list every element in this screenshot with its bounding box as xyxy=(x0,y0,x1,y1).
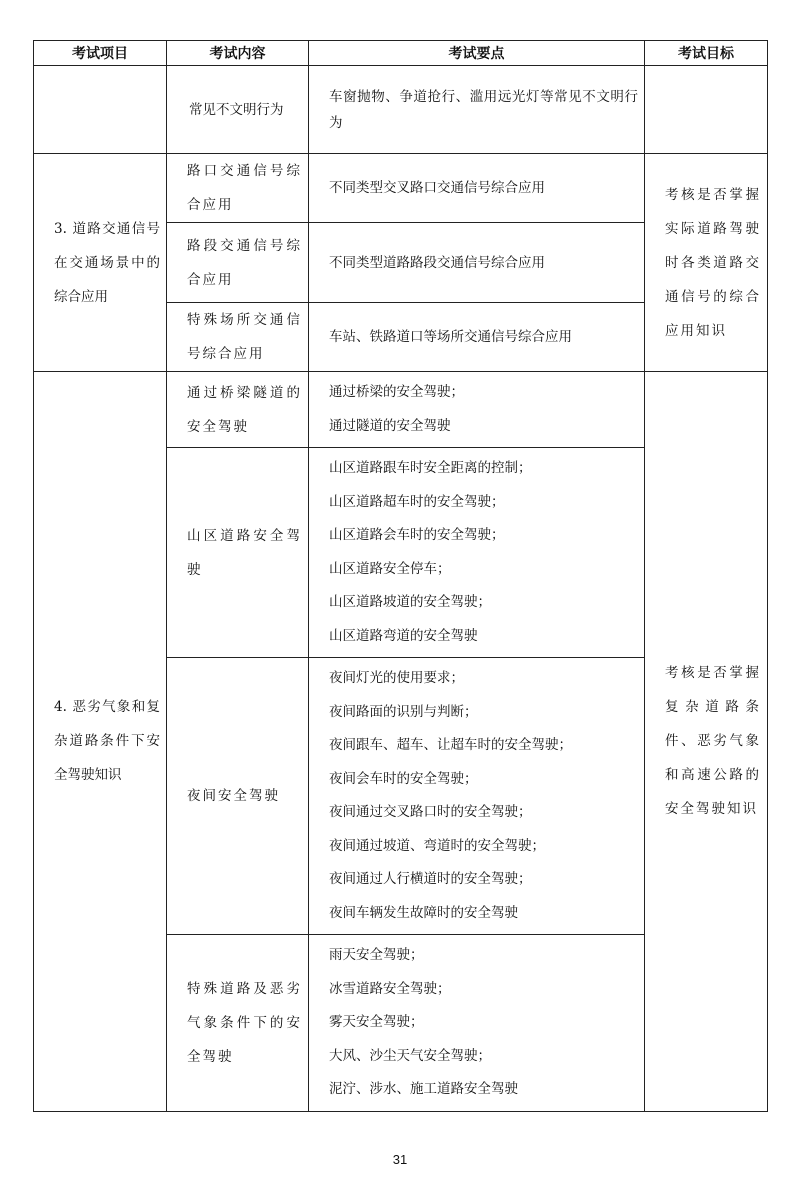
table-row xyxy=(34,154,768,223)
point-text: 夜间车辆发生故障时的安全驾驶 xyxy=(329,904,518,921)
points-list xyxy=(309,935,644,1111)
point-text: 夜间通过人行横道时的安全驾驶； xyxy=(329,871,532,887)
content-cell xyxy=(167,303,309,372)
content-text: 路口交通信号综合应用 xyxy=(187,163,302,213)
exam-table xyxy=(33,40,768,1112)
point-text: 夜间通过坡道、弯道时的安全驾驶； xyxy=(329,837,545,854)
item-text: 4. 恶劣气象和复杂道路条件下安全驾驶知识 xyxy=(54,699,160,784)
content-text: 特殊场所交通信号综合应用 xyxy=(187,312,302,362)
point-text: 夜间路面的识别与判断； xyxy=(329,703,478,720)
page-number: 31 xyxy=(392,1152,408,1167)
points-cell xyxy=(309,935,645,1112)
point-text: 泥泞、涉水、施工道路安全驾驶 xyxy=(329,1081,518,1097)
content-text: 路段交通信号综合应用 xyxy=(187,237,302,288)
point-text: 通过隧道的安全驾驶 xyxy=(329,417,451,434)
content-cell xyxy=(167,658,309,935)
points-cell xyxy=(309,372,645,448)
point-text: 山区道路跟车时安全距离的控制； xyxy=(329,460,532,476)
point-text: 不同类型交叉路口交通信号综合应用 xyxy=(329,180,545,196)
content-cell xyxy=(167,66,309,154)
table-row xyxy=(34,66,768,154)
content-cell xyxy=(167,372,309,448)
point-text: 雾天安全驾驶； xyxy=(329,1014,424,1030)
header-points: 考试要点 xyxy=(309,41,645,66)
table-row xyxy=(34,372,768,448)
point-text: 山区道路会车时的安全驾驶； xyxy=(329,527,505,543)
item-text: 3. 道路交通信号在交通场景中的综合应用 xyxy=(54,220,160,305)
point-text: 冰雪道路安全驾驶； xyxy=(329,980,451,997)
content-cell xyxy=(167,448,309,658)
point-text: 山区道路坡道的安全驾驶； xyxy=(329,594,491,610)
content-cell xyxy=(167,935,309,1112)
points-cell xyxy=(309,154,645,223)
point-text: 通过桥梁的安全驾驶； xyxy=(329,384,464,400)
goal-text: 考核是否掌握实际道路驾驶时各类道路交通信号的综合应用知识 xyxy=(665,186,761,339)
point-text: 夜间灯光的使用要求； xyxy=(329,670,464,686)
point-text: 车站、铁路道口等场所交通信号综合应用 xyxy=(329,329,572,345)
header-row xyxy=(34,41,768,66)
header-goal: 考试目标 xyxy=(645,41,768,66)
point-text: 夜间通过交叉路口时的安全驾驶； xyxy=(329,804,532,820)
points-cell xyxy=(309,223,645,303)
goal-text: 考核是否掌握复杂道路条件、恶劣气象和高速公路的安全驾驶知识 xyxy=(665,665,761,818)
goal-cell xyxy=(645,372,768,1112)
item-cell xyxy=(34,154,167,372)
content-text: 夜间安全驾驶 xyxy=(187,788,280,804)
goal-cell-empty xyxy=(645,66,768,154)
point-text: 山区道路安全停车； xyxy=(329,560,451,577)
content-text: 特殊道路及恶劣气象条件下的安全驾驶 xyxy=(187,980,302,1065)
content-text: 通过桥梁隧道的安全驾驶 xyxy=(187,384,302,435)
content-text: 常见不文明行为 xyxy=(189,101,284,118)
points-list xyxy=(309,658,644,934)
points-cell xyxy=(309,66,645,154)
item-cell-empty xyxy=(34,66,167,154)
header-content: 考试内容 xyxy=(167,41,309,66)
points-cell xyxy=(309,448,645,658)
point-text: 不同类型道路路段交通信号综合应用 xyxy=(329,254,545,271)
point-text: 夜间跟车、超车、让超车时的安全驾驶； xyxy=(329,737,572,753)
point-text: 雨天安全驾驶； xyxy=(329,947,424,963)
point-text: 夜间会车时的安全驾驶； xyxy=(329,770,478,787)
points-list xyxy=(309,372,644,447)
point-text: 大风、沙尘天气安全驾驶； xyxy=(329,1047,491,1064)
point-text: 山区道路弯道的安全驾驶 xyxy=(329,627,478,644)
goal-cell xyxy=(645,154,768,372)
content-cell xyxy=(167,154,309,223)
points-cell xyxy=(309,658,645,935)
point-text: 山区道路超车时的安全驾驶； xyxy=(329,493,505,510)
point-text: 车窗抛物、争道抢行、滥用远光灯等常见不文明行为 xyxy=(329,88,638,131)
header-item: 考试项目 xyxy=(34,41,167,66)
item-cell xyxy=(34,372,167,1112)
content-cell xyxy=(167,223,309,303)
content-text: 山区道路安全驾驶 xyxy=(187,527,302,578)
points-list xyxy=(309,448,644,657)
points-cell xyxy=(309,303,645,372)
